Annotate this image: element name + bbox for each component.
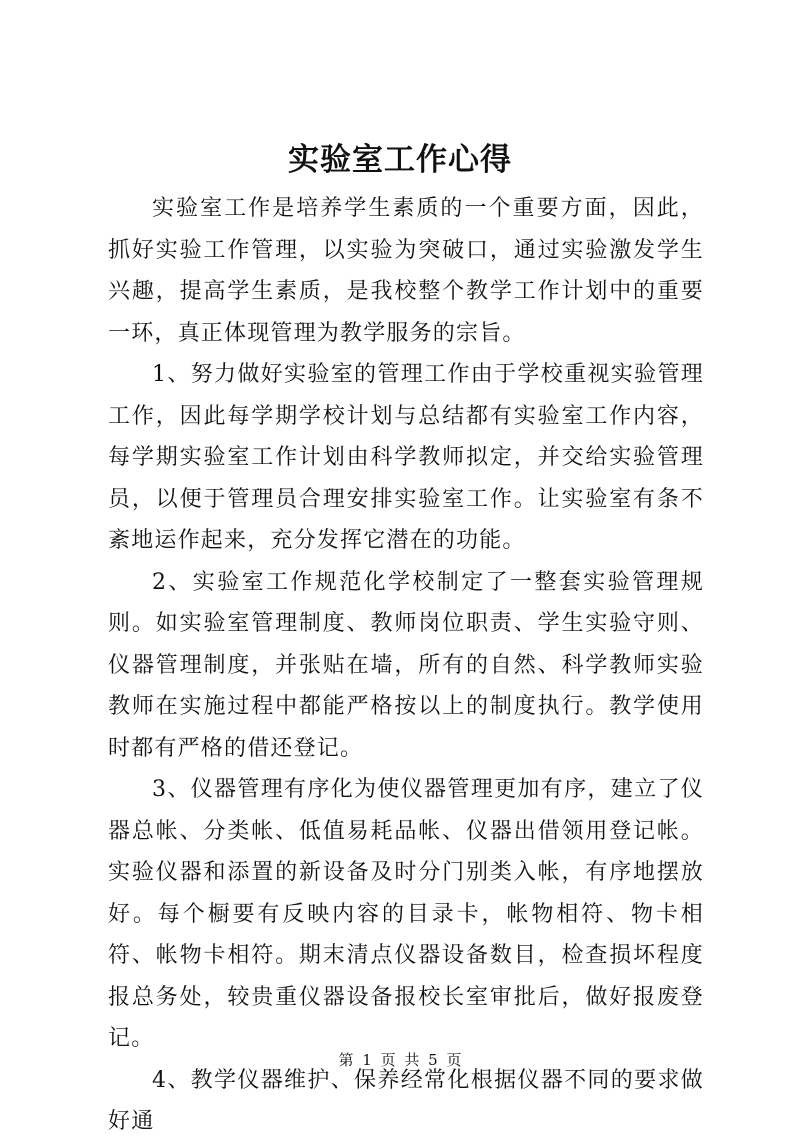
paragraph-intro: 实验室工作是培养学生素质的一个重要方面，因此，抓好实验工作管理，以实验为突破口，通过实验激发学生兴趣，提高学生素质，是我校整个教学工作计划中的重要一环，真正体现管理为教学服务的宗旨。 <box>108 196 704 346</box>
paragraph-2: 2、实验室工作规范化学校制定了一整套实验管理规则。如实验室管理制度、教师岗位职责、学生实验守则、仪器管理制度，并张贴在墙，所有的自然、科学教师实验教师在实施过程中都能严格按以上的制度执行。教学使用时都有严格的借还登记。 <box>108 569 704 761</box>
document-title: 实验室工作心得 <box>288 142 512 178</box>
paragraph-4: 4、教学仪器维护、保养经常化根据仪器不同的要求做好通 <box>108 1067 704 1134</box>
paragraph-1: 1、努力做好实验室的管理工作由于学校重视实验管理工作，因此每学期学校计划与总结都有实验室工作内容，每学期实验室工作计划由科学教师拟定，并交给实验管理员，以便于管理员合理安排实验室工作。让实验室有条不紊地运作起来，充分发挥它潜在的功能。 <box>108 362 704 553</box>
page-footer: 第 1 页 共 5 页 <box>338 1051 462 1069</box>
document-body <box>108 188 704 1143</box>
paragraph-3: 3、仪器管理有序化为使仪器管理更加有序，建立了仪器总帐、分类帐、低值易耗品帐、仪器出借领用登记帐。实验仪器和添置的新设备及时分门别类入帐，有序地摆放好。每个橱要有反映内容的目录卡，帐物相符、物卡相符、帐物卡相符。期末清点仪器设备数目，检查损坏程度报总务处，较贵重仪器设备报校长室审批后，做好报废登记。 <box>108 777 704 1051</box>
